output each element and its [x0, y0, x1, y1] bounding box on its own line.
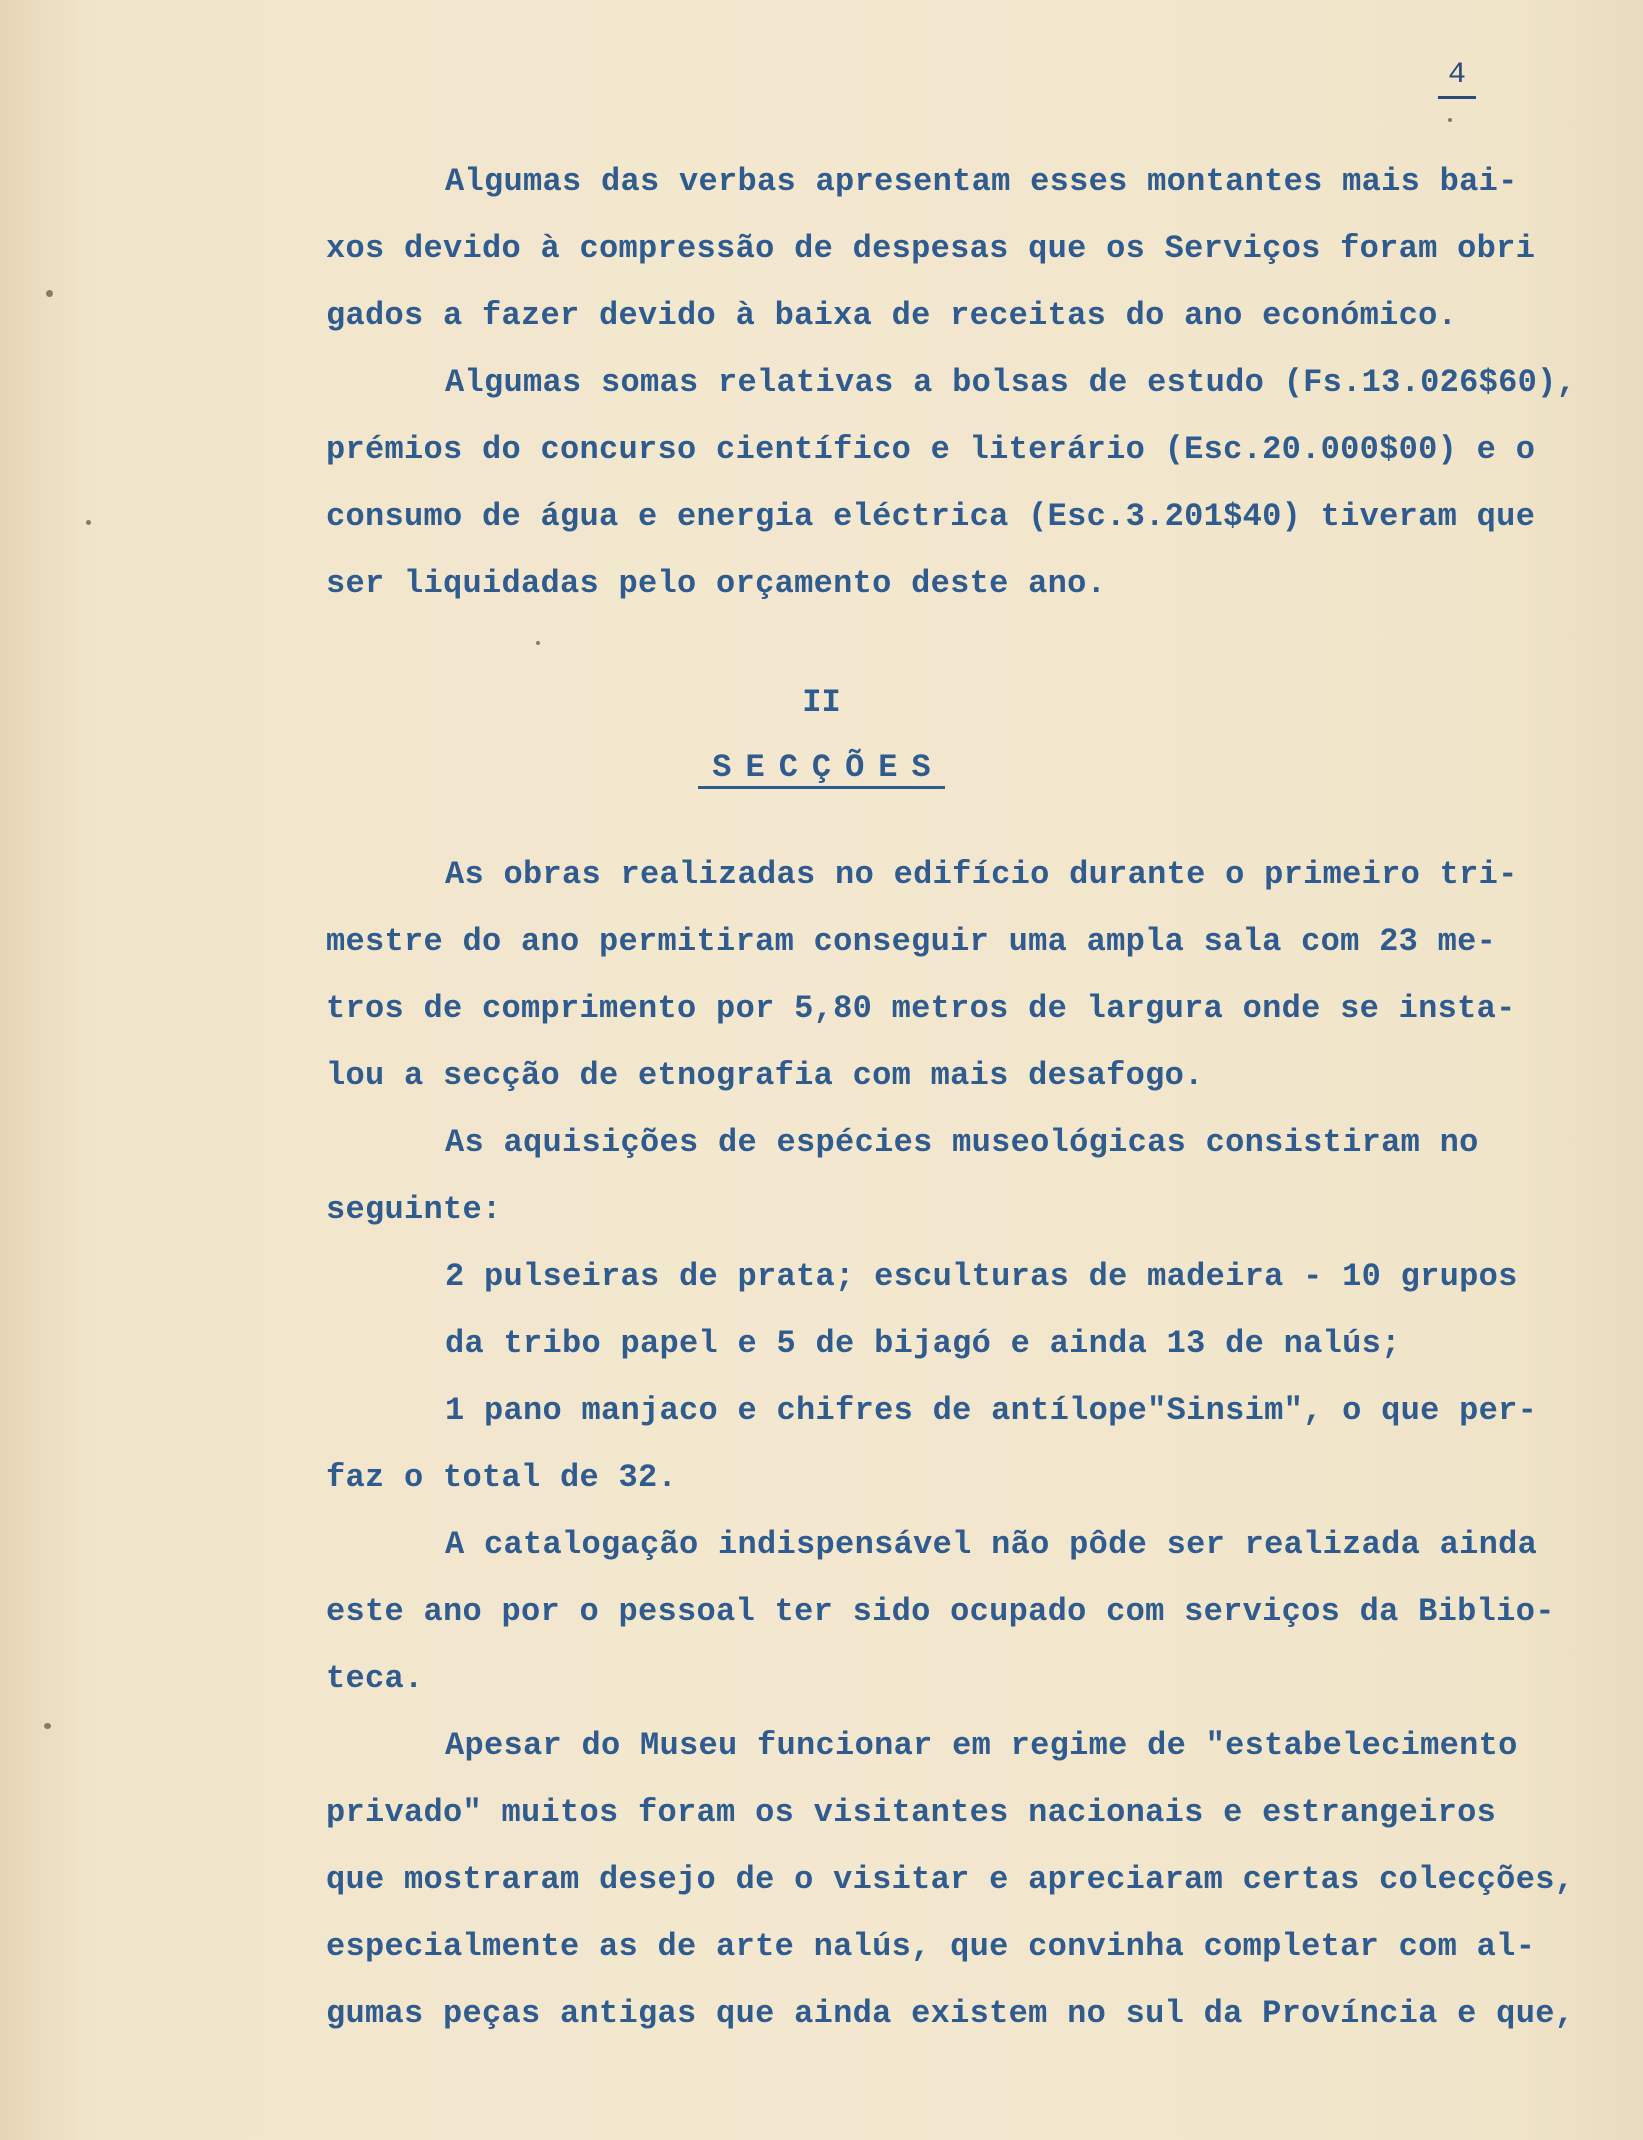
text-line: gados a fazer devido à baixa de receitas do ano económico. [326, 297, 1458, 334]
section-number: II [802, 684, 841, 721]
text-line: que mostraram desejo de o visitar e apreciaram certas colecções, [326, 1861, 1575, 1898]
text-line: As obras realizadas no edifício durante o primeiro tri- [445, 856, 1518, 893]
paper-speck [46, 290, 53, 297]
text-line: mestre do ano permitiram conseguir uma ampla sala com 23 me- [326, 923, 1497, 960]
section-title [0, 749, 1643, 786]
text-line: seguinte: [326, 1191, 502, 1228]
text-line: este ano por o pessoal ter sido ocupado com serviços da Biblio- [326, 1593, 1555, 1630]
paper-speck [86, 520, 91, 525]
text-line: A catalogação indispensável não pôde ser realizada ainda [445, 1526, 1538, 1563]
paper-speck [536, 641, 540, 645]
text-line: 2 pulseiras de prata; esculturas de madeira - 10 grupos [445, 1258, 1518, 1295]
text-line: teca. [326, 1660, 424, 1697]
text-line: prémios do concurso científico e literário (Esc.20.000$00) e o [326, 431, 1536, 468]
text-line: faz o total de 32. [326, 1459, 678, 1496]
page-number: 4 [1438, 58, 1476, 99]
paper-speck [44, 1723, 51, 1729]
text-line: lou a secção de etnografia com mais desafogo. [326, 1057, 1204, 1094]
text-line: Algumas somas relativas a bolsas de estudo (Fs.13.026$60), [445, 364, 1577, 401]
text-line: Apesar do Museu funcionar em regime de "estabelecimento [445, 1727, 1518, 1764]
text-line: As aquisições de espécies museológicas consistiram no [445, 1124, 1479, 1161]
paper-speck [1448, 118, 1452, 122]
text-line: Algumas das verbas apresentam esses montantes mais bai- [445, 163, 1518, 200]
text-line: gumas peças antigas que ainda existem no sul da Província e que, [326, 1995, 1575, 2032]
section-title-text: SECÇÕES [698, 749, 944, 789]
text-line: privado" muitos foram os visitantes nacionais e estrangeiros [326, 1794, 1497, 1831]
text-line: 1 pano manjaco e chifres de antílope"Sinsim", o que per- [445, 1392, 1538, 1429]
text-line: especialmente as de arte nalús, que convinha completar com al- [326, 1928, 1536, 1965]
text-line: da tribo papel e 5 de bijagó e ainda 13 de nalús; [445, 1325, 1401, 1362]
text-line: tros de comprimento por 5,80 metros de largura onde se insta- [326, 990, 1516, 1027]
text-line: consumo de água e energia eléctrica (Esc.3.201$40) tiveram que [326, 498, 1536, 535]
text-line: xos devido à compressão de despesas que os Serviços foram obri [326, 230, 1536, 267]
text-line: ser liquidadas pelo orçamento deste ano. [326, 565, 1107, 602]
